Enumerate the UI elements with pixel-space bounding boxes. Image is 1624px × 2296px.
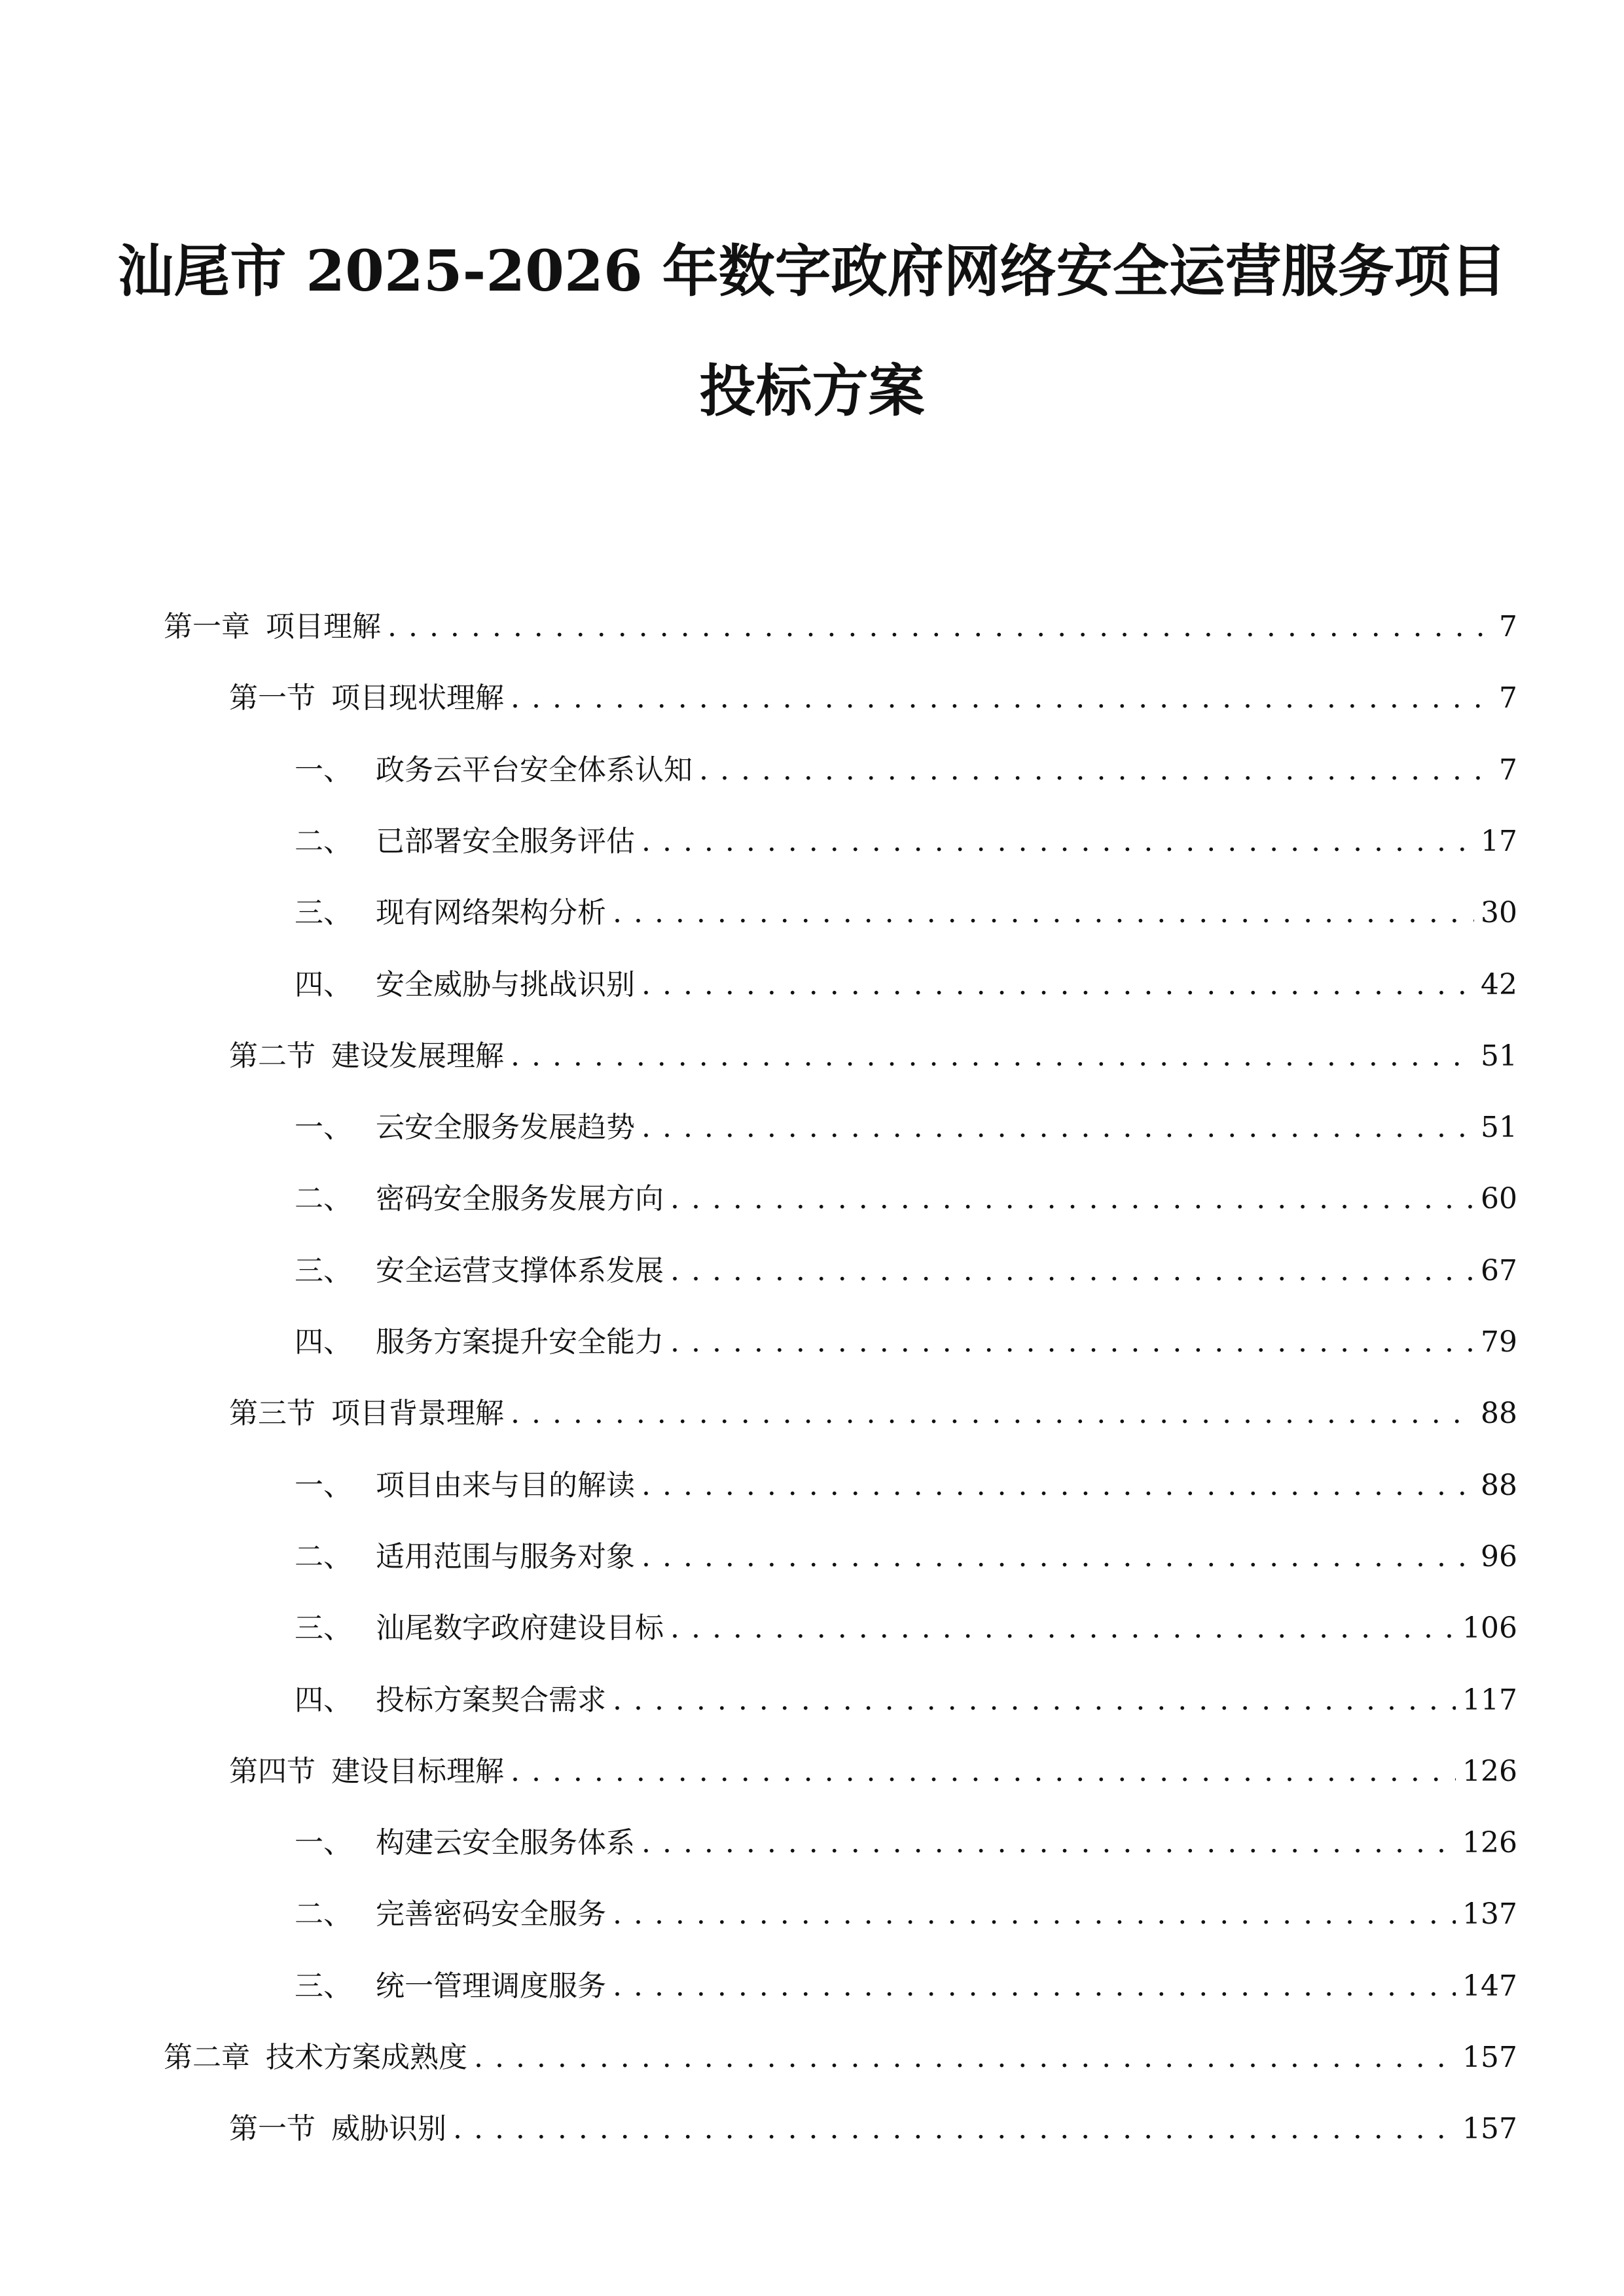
toc-entry-number: 四、 xyxy=(295,968,352,1001)
toc-entry-number: 一、 xyxy=(295,1826,352,1859)
toc-entry-number: 第二节 xyxy=(229,1039,316,1073)
toc-entry-page: 17 xyxy=(1481,825,1517,858)
toc-entry-label xyxy=(229,675,504,721)
toc-entry[interactable] xyxy=(295,1105,1517,1151)
toc-entry-title: 安全运营支撑体系发展 xyxy=(376,1254,664,1287)
toc-entry-page: 147 xyxy=(1462,1969,1517,2003)
toc-entry-page: 67 xyxy=(1481,1254,1517,1287)
toc-entry-title: 建设发展理解 xyxy=(331,1039,504,1073)
toc-entry[interactable] xyxy=(295,1176,1517,1222)
toc-entry-label xyxy=(295,1248,664,1294)
toc-entry-label xyxy=(295,1105,635,1151)
toc-entry-number: 第一章 xyxy=(164,610,250,643)
toc-entry-title: 建设目标理解 xyxy=(331,1755,504,1788)
toc-entry-page: 79 xyxy=(1481,1325,1517,1359)
toc-entry-title: 适用范围与服务对象 xyxy=(376,1540,635,1573)
toc-entry-page: 88 xyxy=(1481,1397,1517,1430)
toc-entry-label xyxy=(295,819,635,865)
toc-entry-page: 137 xyxy=(1462,1897,1517,1931)
toc-dot-leader xyxy=(511,1749,1456,1795)
toc-entry-title: 安全威胁与挑战识别 xyxy=(376,968,635,1001)
toc-entry-number: 二、 xyxy=(295,825,352,858)
toc-entry-label xyxy=(229,1391,504,1437)
toc-entry-title: 现有网络架构分析 xyxy=(376,896,606,929)
toc-entry-title: 投标方案契合需求 xyxy=(376,1683,606,1717)
toc-entry-number: 第一节 xyxy=(229,681,316,715)
toc-entry-label xyxy=(295,890,606,936)
toc-entry-number: 二、 xyxy=(295,1897,352,1931)
toc-entry-title: 项目由来与目的解读 xyxy=(376,1469,635,1502)
toc-entry-number: 三、 xyxy=(295,1254,352,1287)
toc-entry-label xyxy=(295,1964,606,2009)
toc-entry-page: 60 xyxy=(1481,1182,1517,1215)
toc-dot-leader xyxy=(613,1892,1456,1937)
toc-entry-page: 126 xyxy=(1462,1826,1517,1859)
toc-entry-number: 第二章 xyxy=(164,2041,250,2074)
document-title-line-2: 投标方案 xyxy=(699,358,925,424)
toc-entry[interactable] xyxy=(295,1319,1517,1365)
toc-entry-label xyxy=(229,1033,504,1079)
toc-entry-title: 已部署安全服务评估 xyxy=(376,825,635,858)
toc-dot-leader xyxy=(670,1176,1474,1222)
toc-entry-label xyxy=(295,1319,664,1365)
toc-dot-leader xyxy=(511,1391,1474,1437)
toc-entry-title: 密码安全服务发展方向 xyxy=(376,1182,664,1215)
toc-entry[interactable] xyxy=(295,890,1517,936)
toc-entry-title: 服务方案提升安全能力 xyxy=(376,1325,664,1359)
toc-entry-number: 第一节 xyxy=(229,2112,316,2145)
toc-entry-label xyxy=(295,1463,635,1509)
toc-dot-leader xyxy=(641,1534,1474,1580)
toc-entry[interactable] xyxy=(229,675,1517,721)
toc-entry-page: 7 xyxy=(1499,610,1517,643)
toc-entry-number: 二、 xyxy=(295,1182,352,1215)
toc-entry-page: 157 xyxy=(1462,2041,1517,2074)
toc-entry[interactable] xyxy=(295,1605,1517,1651)
toc-entry-label xyxy=(229,1749,504,1795)
toc-dot-leader xyxy=(641,1820,1456,1866)
toc-dot-leader xyxy=(641,819,1474,865)
toc-entry[interactable] xyxy=(229,1033,1517,1079)
toc-entry[interactable] xyxy=(229,1749,1517,1795)
toc-entry-number: 第三节 xyxy=(229,1397,316,1430)
toc-entry-page: 30 xyxy=(1481,896,1517,929)
toc-dot-leader xyxy=(699,747,1485,793)
toc-entry[interactable] xyxy=(295,747,1517,793)
toc-dot-leader xyxy=(613,1677,1456,1723)
toc-entry-number: 三、 xyxy=(295,1969,352,2003)
toc-entry-title: 构建云安全服务体系 xyxy=(376,1826,635,1859)
toc-entry-title: 项目现状理解 xyxy=(331,681,504,715)
toc-dot-leader xyxy=(670,1248,1474,1294)
toc-entry[interactable] xyxy=(295,1248,1517,1294)
toc-dot-leader xyxy=(453,2106,1456,2152)
toc-entry[interactable] xyxy=(295,819,1517,865)
toc-entry-title: 汕尾数字政府建设目标 xyxy=(376,1611,664,1645)
toc-entry-page: 126 xyxy=(1462,1755,1517,1788)
toc-dot-leader xyxy=(511,1033,1474,1079)
toc-entry-title: 政务云平台安全体系认知 xyxy=(376,753,693,787)
toc-entry-title: 技术方案成熟度 xyxy=(266,2041,467,2074)
toc-dot-leader xyxy=(511,675,1485,721)
toc-entry-page: 117 xyxy=(1462,1683,1517,1717)
toc-entry-label xyxy=(295,1176,664,1222)
toc-entry-label xyxy=(295,1820,635,1866)
toc-entry-label xyxy=(295,1534,635,1580)
toc-entry-page: 157 xyxy=(1462,2112,1517,2145)
toc-entry[interactable] xyxy=(164,604,1517,650)
toc-entry-label xyxy=(295,747,693,793)
toc-entry-number: 四、 xyxy=(295,1325,352,1359)
toc-entry[interactable] xyxy=(295,1892,1517,1937)
toc-entry-label xyxy=(229,2106,446,2152)
toc-entry-title: 云安全服务发展趋势 xyxy=(376,1111,635,1144)
toc-entry-page: 51 xyxy=(1481,1039,1517,1073)
toc-entry-title: 威胁识别 xyxy=(331,2112,446,2145)
toc-entry-title: 完善密码安全服务 xyxy=(376,1897,606,1931)
toc-entry-label xyxy=(295,1892,606,1937)
toc-entry[interactable] xyxy=(229,2106,1517,2152)
toc-entry-label xyxy=(164,2035,467,2081)
toc-entry-page: 96 xyxy=(1481,1540,1517,1573)
toc-dot-leader xyxy=(474,2035,1456,2081)
toc-entry-number: 二、 xyxy=(295,1540,352,1573)
toc-dot-leader xyxy=(613,890,1474,936)
toc-dot-leader xyxy=(641,1463,1474,1509)
document-title-line-1: 汕尾市 2025-2026 年数字政府网络安全运营服务项目 xyxy=(117,238,1507,304)
toc-dot-leader xyxy=(670,1319,1474,1365)
toc-entry-page: 106 xyxy=(1462,1611,1517,1645)
toc-entry-label xyxy=(164,604,381,650)
toc-entry-number: 一、 xyxy=(295,753,352,787)
toc-entry-number: 三、 xyxy=(295,896,352,929)
toc-entry[interactable] xyxy=(229,1391,1517,1437)
toc-entry-label xyxy=(295,1605,664,1651)
toc-dot-leader xyxy=(388,604,1485,650)
toc-entry-label xyxy=(295,1677,606,1723)
toc-entry-page: 7 xyxy=(1499,681,1517,715)
toc-entry-number: 第四节 xyxy=(229,1755,316,1788)
toc-dot-leader xyxy=(613,1964,1456,2009)
toc-entry[interactable] xyxy=(295,962,1517,1008)
toc-entry-label xyxy=(295,962,635,1008)
toc-entry-page: 42 xyxy=(1481,968,1517,1001)
toc-entry[interactable] xyxy=(295,1534,1517,1580)
toc-entry-number: 四、 xyxy=(295,1683,352,1717)
toc-entry-title: 统一管理调度服务 xyxy=(376,1969,606,2003)
toc-entry-number: 一、 xyxy=(295,1111,352,1144)
toc-entry-title: 项目理解 xyxy=(266,610,381,643)
toc-entry-page: 88 xyxy=(1481,1469,1517,1502)
toc-entry-title: 项目背景理解 xyxy=(331,1397,504,1430)
toc-entry-page: 51 xyxy=(1481,1111,1517,1144)
toc-entry[interactable] xyxy=(295,1463,1517,1509)
toc-entry-number: 三、 xyxy=(295,1611,352,1645)
toc-entry[interactable] xyxy=(164,2035,1517,2081)
toc-dot-leader xyxy=(641,962,1474,1008)
toc-entry-page: 7 xyxy=(1499,753,1517,787)
toc-entry[interactable] xyxy=(295,1964,1517,2009)
toc-dot-leader xyxy=(670,1605,1456,1651)
toc-entry[interactable] xyxy=(295,1677,1517,1723)
toc-dot-leader xyxy=(641,1105,1474,1151)
toc-entry[interactable] xyxy=(295,1820,1517,1866)
toc-entry-number: 一、 xyxy=(295,1469,352,1502)
